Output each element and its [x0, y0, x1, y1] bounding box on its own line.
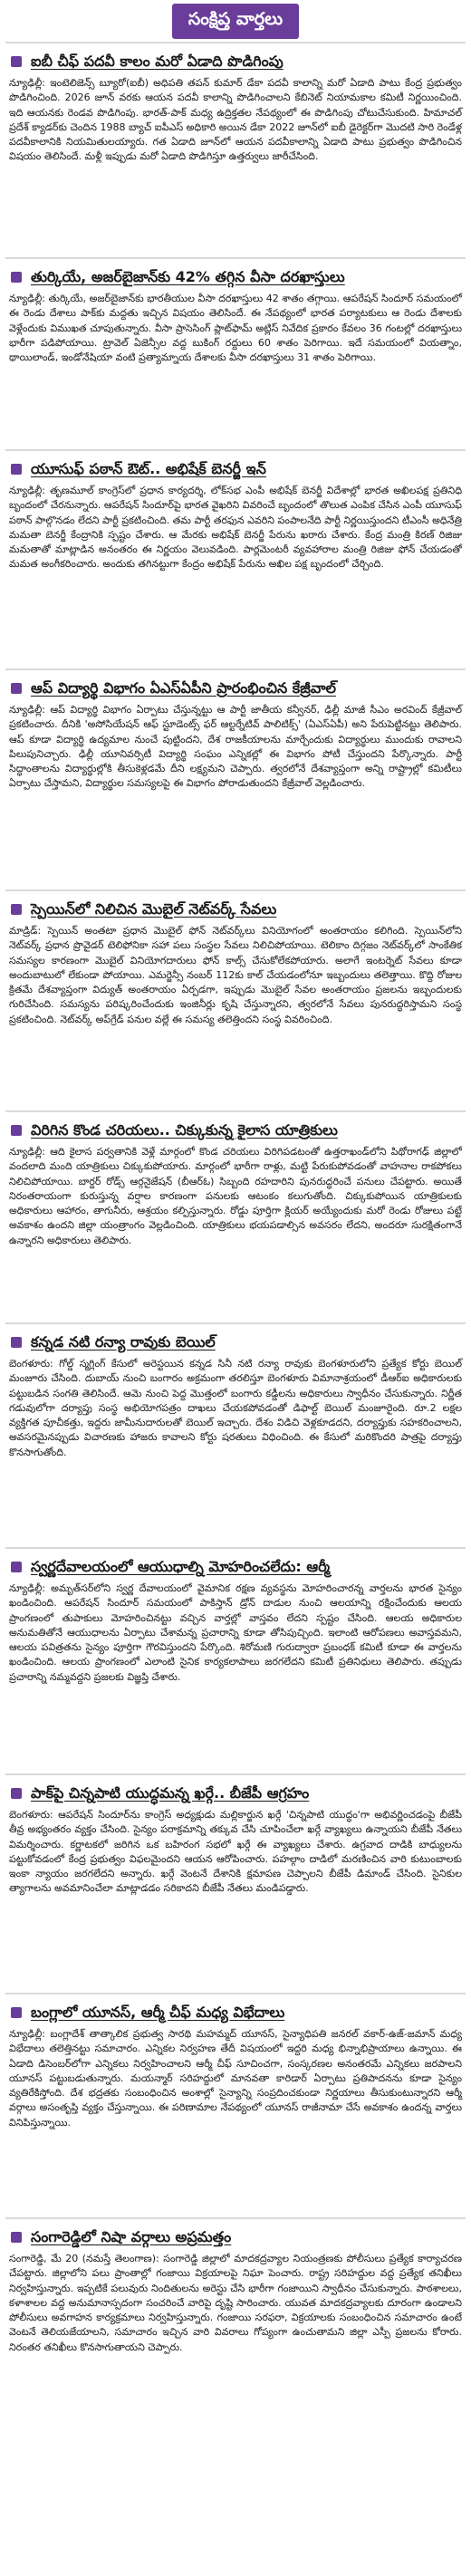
news-article[interactable] — [5, 1322, 466, 1538]
article-body: న్యూఢిల్లీ: తుర్కియే, అజర్‌బైజాన్‌కు భారతీయుల వీసా దరఖాస్తులు 42 శాతం తగ్గాయి. ఆపరేషన్ సిందూర్ సమయంలో ఈ రెండు దేశాలు పాక్‌కు మద్దతు ఇచ్చిన విషయం తెలిసిందే. ఈ నేపథ్యంలో భారత పర్యాటకులు ఆ రెండు దేశాలకు వెళ్లేందుకు విముఖత చూపుతున్నారు. వీసా ప్రాసెసింగ్ ప్లాట్‌ఫామ్ అట్లిస్ నివేదిక ప్రకారం కేవలం 36 గంటల్లో దరఖాస్తులు భారీగా పడిపోయాయి. ట్రావెల్ ఏజెన్సీల వద్ద బుకింగ్ రద్దులు 60 శాతం పెరిగాయి. ఇదే సమయంలో వియత్నాం, థాయిలాండ్, ఇండోనేషియా వంటి ప్రత్యామ్నాయ దేశాలకు వీసా దరఖాస్తులు 31 శాతం పెరిగాయి. — [9, 293, 462, 364]
article-headline[interactable]: ఆప్ విద్యార్థి విభాగం ఏఎస్ఏపీని ప్రారంభించిన కేజ్రీవాల్ — [31, 679, 336, 697]
article-header — [5, 670, 466, 703]
article-body: న్యూఢిల్లీ: అమృత్‌సర్‌లోని స్వర్ణ దేవాలయంలో వైమానిక రక్షణ వ్యవస్థను మోహరించారన్న వార్తలను భారత సైన్యం ఖండించింది. ఆపరేషన్ సిందూర్ సమయంలో పాకిస్తాన్ డ్రోన్ దాడుల నుంచి ఆలయాన్ని రక్షించేందుకు ఆలయ ప్రాంగణంలో తుపాకులు మోహరించినట్టు వచ్చిన వార్తల్లో వాస్తవం లేదని స్పష్టం చేసింది. ఆలయ అధికారుల అనుమతితోనే ఆయుధాలను ఏర్పాటు చేశామన్న ప్రచారాన్ని కూడా తోసిపుచ్చింది. ఇలాంటి ఆరోపణలు అవాస్తవమని, ఆలయ పవిత్రతను సైన్యం పూర్తిగా గౌరవిస్తుందని పేర్కొంది. శిరోమణి గురుద్వారా ప్రబంధక్ కమిటీ కూడా ఈ వార్తలను ఖండించింది. ఆలయ ప్రాంగణంలో ఎలాంటి సైనిక కార్యకలాపాలు జరగలేదని కమిటీ ప్రతినిధులు తెలిపారు. తప్పుడు ప్రచారాన్ని నమ్మవద్దని ప్రజలకు విజ్ఞప్తి చేశారు. — [9, 1582, 462, 1683]
article-body: న్యూఢిల్లీ: ఆది కైలాస పర్వతానికి వెళ్లే మార్గంలో కొండ చరియలు విరిగిపడటంతో ఉత్తరాఖండ్‌లోని పిథోరాగఢ్ జిల్లాలో వందలాది మంది యాత్రికులు చిక్కుకుపోయారు. మార్గంలో భారీగా రాళ్లు, మట్టి పేరుకుపోవడంతో వాహనాల రాకపోకలు నిలిచిపోయాయి. బార్డర్ రోడ్స్ ఆర్గనైజేషన్ (బీఆర్ఓ) సిబ్బంది రహదారిని పునరుద్ధరించే పనులు చేపట్టారు. అయితే నిరంతరాయంగా కురుస్తున్న వర్షాల కారణంగా పనులకు ఆటంకం కలుగుతోంది. చిక్కుకుపోయిన యాత్రికులకు అధికారులు ఆహారం, తాగునీరు, ఆశ్రయం కల్పిస్తున్నారు. రోడ్డు పూర్తిగా క్లియర్ అయ్యేందుకు మరో రెండు రోజులు పట్టే అవకాశం ఉందని జిల్లా యంత్రాంగం వెల్లడించింది. యాత్రికులు భయపడాల్సిన అవసరం లేదని, అందరూ సురక్షితంగానే ఉన్నారని అధికారులు తెలిపారు. — [9, 1146, 462, 1246]
article-body: న్యూఢిల్లీ: తృణమూల్ కాంగ్రెస్‌లో ప్రధాన కార్యదర్శి, లోక్‌సభ ఎంపీ అభిషేక్ బెనర్జీ విదేశాల్లో భారత అఖిలపక్ష ప్రతినిధి బృందంలో చేరనున్నారు. ఆపరేషన్ సిందూర్‌పై భారత వైఖరిని వివరించే బృందంలో తొలుత ఎంపిక చేసిన ఎంపీ యూసుఫ్ పఠాన్ పాల్గొనడం లేదని పార్టీ ప్రకటించింది. తమ పార్టీ తరఫున ఎవరిని పంపాలనేది పార్టీ నిర్ణయిస్తుందని టీఎంసీ అధినేత్రి మమతా బెనర్జీ కేంద్రానికి స్పష్టం చేశారు. ఆ మేరకు అభిషేక్ బెనర్జీ పేరును ఖరారు చేశారు. కేంద్ర మంత్రి కిరణ్ రిజిజు మమతాతో మాట్లాడిన అనంతరం ఈ నిర్ణయం వెలువడింది. పార్లమెంటరీ వ్యవహారాల మంత్రి రిజిజు ఫోన్ చేయడంతో మమత అంగీకరించారు. అందుకు తగినట్టుగా కేంద్రం అభిషేక్ పేరును అఖిల పక్ష బృందంలో చేర్చింది. — [9, 485, 462, 571]
news-article[interactable] — [5, 449, 466, 659]
article-headline[interactable]: బంగ్లాలో యూనస్, ఆర్మీ చీఫ్ మధ్య విభేదాలు — [31, 2004, 285, 2021]
article-header — [5, 1112, 466, 1145]
article-header — [5, 451, 466, 484]
article-body: బెంగళూరు: గోల్డ్ స్మగ్లింగ్ కేసులో అరెస్టయిన కన్నడ సినీ నటి రన్యా రావుకు బెంగళూరులోని ప్రత్యేక కోర్టు బెయిల్ మంజూరు చేసింది. దుబాయ్ నుంచి బంగారం అక్రమంగా తరలిస్తూ బెంగళూరు విమానాశ్రయంలో డీఆర్ఐ అధికారులకు పట్టుబడిన సంగతి తెలిసిందే. ఆమె నుంచి పెద్ద మొత్తంలో బంగారు కడ్డీలను అధికారులు స్వాధీనం చేసుకున్నారు. నిర్ణీత గడువులోగా దర్యాప్తు సంస్థ అభియోగపత్రం దాఖలు చేయకపోవడంతో డిఫాల్ట్ బెయిల్ మంజూరైంది. రూ.2 లక్షల వ్యక్తిగత పూచీకత్తు, ఇద్దరు జామీనుదారులతో బెయిల్ ఇచ్చారు. దేశం విడిచి వెళ్లకూడదని, దర్యాప్తుకు సహకరించాలని, అవసరమైనప్పుడు విచారణకు హాజరు కావాలని కోర్టు షరతులు విధించింది. ఈ కేసులో మరికొందరి పాత్రపై దర్యాప్తు కొనసాగుతోంది. — [9, 1358, 462, 1458]
article-headline[interactable]: తుర్కియే, అజర్‌బైజాన్‌కు 42% తగ్గిన వీసా దరఖాస్తులు — [31, 268, 345, 285]
news-article[interactable] — [5, 42, 466, 248]
article-body: న్యూఢిల్లీ: ఆప్ విద్యార్థి విభాగం ఏర్పాటు చేస్తున్నట్టు ఆ పార్టీ జాతీయ కన్వీనర్, ఢిల్లీ మాజీ సీఎం అరవింద్ కేజ్రీవాల్ ప్రకటించారు. దీనికి 'అసోసియేషన్ ఆఫ్ స్టూడెంట్స్ ఫర్ ఆల్టర్నేటివ్ పాలిటిక్స్' (ఏఎస్ఏపీ) అని పేరుపెట్టినట్టు తెలిపారు. ఆప్ కూడా విద్యార్థి ఉద్యమాల నుంచే పుట్టిందని, దేశ రాజకీయాలను మార్చేందుకు విద్యార్థులు ముందుకు రావాలని పిలుపునిచ్చారు. ఢిల్లీ యూనివర్సిటీ విద్యార్థి సంఘం ఎన్నికల్లో ఈ విభాగం పోటీ చేస్తుందని పేర్కొన్నారు. పార్టీ సిద్ధాంతాలను విద్యార్థుల్లోకి తీసుకెళ్లడమే దీని లక్ష్యమని చెప్పారు. త్వరలోనే దేశవ్యాప్తంగా అన్ని రాష్ట్రాల్లో కమిటీలు ఏర్పాటు చేస్తామని, విద్యార్థుల సమస్యలపై ఈ విభాగం పోరాడుతుందని కేజ్రీవాల్ వెల్లడించారు. — [9, 704, 462, 790]
article-headline[interactable]: స్పెయిన్‌లో నిలిచిన మొబైల్ నెట్‌వర్క్ సేవలు — [31, 900, 277, 918]
news-article[interactable] — [5, 1993, 466, 2208]
article-body: సంగారెడ్డి, మే 20 (నమస్తే తెలంగాణ): సంగారెడ్డి జిల్లాలో మాదకద్రవ్యాల నియంత్రణకు పోలీసులు ప్రత్యేక కార్యాచరణ చేపట్టారు. జిల్లాలోని పలు ప్రాంతాల్లో గంజాయి విక్రయాలపై నిఘా పెంచారు. రాష్ట్ర సరిహద్దుల వద్ద ప్రత్యేక తనిఖీలు నిర్వహిస్తున్నారు. ఇప్పటికే పలువురు నిందితులను అరెస్టు చేసి భారీగా గంజాయిని స్వాధీనం చేసుకున్నారు. పాఠశాలలు, కళాశాలల వద్ద అనుమానాస్పదంగా సంచరించే వారిపై దృష్టి సారించారు. యువత మాదకద్రవ్యాలకు దూరంగా ఉండాలని పోలీసులు అవగాహన కార్యక్రమాలు నిర్వహిస్తున్నారు. గంజాయి సరఫరా, విక్రయాలకు సంబంధించిన సమాచారం ఉంటే వెంటనే తెలియజేయాలని, సమాచారం ఇచ్చిన వారి వివరాలు గోప్యంగా ఉంచుతామని జిల్లా ఎస్పీ ప్రజలను కోరారు. నిరంతర తనిఖీలు కొనసాగుతాయని చెప్పారు. — [9, 2253, 462, 2353]
section-title: సంక్షిప్త వార్తలు — [172, 4, 299, 39]
article-header — [5, 1324, 466, 1357]
square-bullet-icon — [9, 2230, 24, 2244]
square-bullet-icon — [9, 1560, 24, 1574]
news-article[interactable] — [5, 257, 466, 440]
square-bullet-icon — [9, 681, 24, 696]
article-header — [5, 1994, 466, 2027]
square-bullet-icon — [9, 1335, 24, 1350]
article-body: బెంగళూరు: ఆపరేషన్ సిందూర్‌ను కాంగ్రెస్ అధ్యక్షుడు మల్లికార్జున ఖర్గే 'చిన్నపాటి యుద్ధం'గా అభివర్ణించడంపై బీజేపీ తీవ్ర అభ్యంతరం వ్యక్తం చేసింది. సైన్యం పరాక్రమాన్ని తక్కువ చేసి చూపించేలా ఖర్గే వ్యాఖ్యలు ఉన్నాయని బీజేపీ నేతలు విమర్శించారు. కర్ణాటకలో జరిగిన ఒక బహిరంగ సభలో ఖర్గే ఈ వ్యాఖ్యలు చేశారు. ఉగ్రవాద దాడికి బాధ్యులను పట్టుకోవడంలో కేంద్ర ప్రభుత్వం విఫలమైందని ఆయన ఆరోపించారు. పహల్గాం దాడిలో మరణించిన వారి కుటుంబాలకు ఇంకా న్యాయం జరగలేదని అన్నారు. ఖర్గే వెంటనే దేశానికి క్షమాపణ చెప్పాలని బీజేపీ డిమాండ్ చేసింది. సైనికుల త్యాగాలను అవమానించేలా మాట్లాడడం సరికాదని బీజేపీ నేతలు మండిపడ్డారు. — [9, 1809, 462, 1895]
square-bullet-icon — [9, 2005, 24, 2020]
news-article[interactable] — [5, 889, 466, 1101]
square-bullet-icon — [9, 902, 24, 917]
article-headline[interactable]: ఐబీ చీఫ్ పదవీ కాలం మరో ఏడాది పొడిగింపు — [31, 53, 284, 70]
article-headline[interactable]: స్వర్ణదేవాలయంలో ఆయుధాల్ని మోహరించలేదు: ఆర్మీ — [31, 1558, 331, 1575]
article-body: న్యూఢిల్లీ: బంగ్లాదేశ్ తాత్కాలిక ప్రభుత్వ సారథి మహమ్మద్ యూనస్, సైన్యాధిపతి జనరల్ వకార్-ఉజ్-జమాన్ మధ్య విభేదాలు తలెత్తినట్టు సమాచారం. ఎన్నికల నిర్వహణ తేదీ విషయంలో ఇద్దరి మధ్య భిన్నాభిప్రాయాలు ఉన్నాయి. ఈ ఏడాది డిసెంబర్‌లోగా ఎన్నికలు నిర్వహించాలని ఆర్మీ చీఫ్ సూచించగా, సంస్కరణల అనంతరమే ఎన్నికలు జరపాలని యూనస్ పట్టుబడుతున్నారు. మయన్మార్ సరిహద్దులో మానవతా కారిడార్ ఏర్పాటు ప్రతిపాదనను కూడా సైన్యం వ్యతిరేకిస్తోంది. దేశ భద్రతకు సంబంధించిన అంశాల్లో సైన్యాన్ని సంప్రదించకుండా నిర్ణయాలు తీసుకుంటున్నారని ఆర్మీ వర్గాలు అసంతృప్తి వ్యక్తం చేస్తున్నాయి. ఈ పరిణామాల నేపథ్యంలో యూనస్ రాజీనామా చేసే అవకాశం ఉందన్న వార్తలు వినిపిస్తున్నాయి. — [9, 2028, 462, 2129]
article-header — [5, 43, 466, 76]
square-bullet-icon — [9, 1786, 24, 1801]
news-article[interactable] — [5, 1547, 466, 1764]
article-headline[interactable]: పాక్‌పై చిన్నపాటి యుద్ధమన్న ఖర్గే.. బీజేపీ ఆగ్రహం — [31, 1784, 310, 1802]
news-article[interactable] — [5, 1110, 466, 1313]
article-header — [5, 2219, 466, 2252]
section-banner — [0, 0, 471, 42]
article-header — [5, 1549, 466, 1581]
article-body: మాడ్రిడ్: స్పెయిన్ అంతటా ప్రధాన మొబైల్ ఫోన్ నెట్‌వర్క్‌లు వినియోగంలో అంతరాయం కలిగింది. స్పెయిన్‌లోని నెట్‌వర్క్ ప్రధాన ప్రొవైడర్ టెలిఫోనికా సహా పలు సంస్థల సేవలు నిలిచిపోయాయి. టెలికాం దిగ్గజం నెట్‌వర్క్‌లో సాంకేతిక సమస్యల కారణంగా మొబైల్ వినియోగదారులు ఫోన్ కాల్స్ చేసుకోలేకపోయారు. అలాగే ఇంటర్నెట్ సేవలు కూడా అందుబాటులో లేకుండా పోయాయి. ఎమర్జెన్సీ నంబర్ 112కు కాల్ చేయడంలోనూ ఇబ్బందులు తలెత్తాయి. కొద్ది రోజుల క్రితమే దేశవ్యాప్తంగా విద్యుత్ అంతరాయం ఏర్పడగా, ఇప్పుడు మొబైల్ సేవల అంతరాయం ప్రజలను ఇబ్బందులకు గురిచేసింది. సమస్యను పరిష్కరించేందుకు ఇంజినీర్లు కృషి చేస్తున్నారని, త్వరలోనే సేవలు పునరుద్ధరిస్తామని సంస్థ ప్రకటించింది. నెట్‌వర్క్ అప్‌గ్రేడ్ పనుల వల్లే ఈ సమస్య తలెత్తిందని సంస్థ వివరించింది. — [9, 925, 462, 1025]
article-header — [5, 1775, 466, 1808]
article-headline[interactable]: యూసుఫ్ పఠాన్ ఔట్.. అభిషేక్ బెనర్జీ ఇన్ — [31, 460, 266, 477]
square-bullet-icon — [9, 270, 24, 284]
news-article[interactable] — [5, 668, 466, 880]
news-article[interactable] — [5, 1773, 466, 1984]
article-headline[interactable]: కన్నడ నటి రన్యా రావుకు బెయిల్ — [31, 1333, 216, 1350]
article-header — [5, 259, 466, 292]
article-headline[interactable]: సంగారెడ్డిలో నిషా వర్గాలు అప్రమత్తం — [31, 2228, 232, 2245]
article-headline[interactable]: విరిగిన కొండ చరియలు.. చిక్కుకున్న కైలాస యాత్రికులు — [31, 1121, 338, 1139]
square-bullet-icon — [9, 462, 24, 476]
square-bullet-icon — [9, 1123, 24, 1138]
article-body: న్యూఢిల్లీ: ఇంటెలిజెన్స్ బ్యూరో(ఐబీ) అధిపతి తపన్ కుమార్ డేకా పదవీ కాలాన్ని మరో ఏడాది పాటు కేంద్ర ప్రభుత్వం పొడిగించింది. 2026 జూన్ వరకు ఆయన పదవీ కాలాన్ని పొడిగించాలని కేబినెట్ నియామకాల కమిటీ నిర్ణయించింది. ఇది ఆయనకు రెండవ పొడిగింపు. భారత్-పాక్ మధ్య ఉద్రిక్తతల నేపథ్యంలో ఈ పొడిగింపు చోటుచేసుకుంది. హిమాచల్ ప్రదేశ్ క్యాడర్‌కు చెందిన 1988 బ్యాచ్ ఐపీఎస్ అధికారి అయిన డేకా 2022 జూన్‌లో ఐబీ డైరెక్టర్‌గా మొదటి సారి రెండేళ్ల పదవీకాలానికి నియమితులయ్యారు. గత ఏడాది జూన్‌లో ఆయన పదవీకాలాన్ని ఏడాది పాటు ప్రభుత్వం పొడిగించిన విషయం తెలిసిందే. మళ్లీ ఇప్పుడు మరో ఏడాది పొడిగిస్తూ ఉత్తర్వులు జారీచేసింది. — [9, 77, 462, 163]
news-article[interactable] — [5, 2217, 466, 2433]
square-bullet-icon — [9, 54, 24, 69]
article-header — [5, 891, 466, 924]
